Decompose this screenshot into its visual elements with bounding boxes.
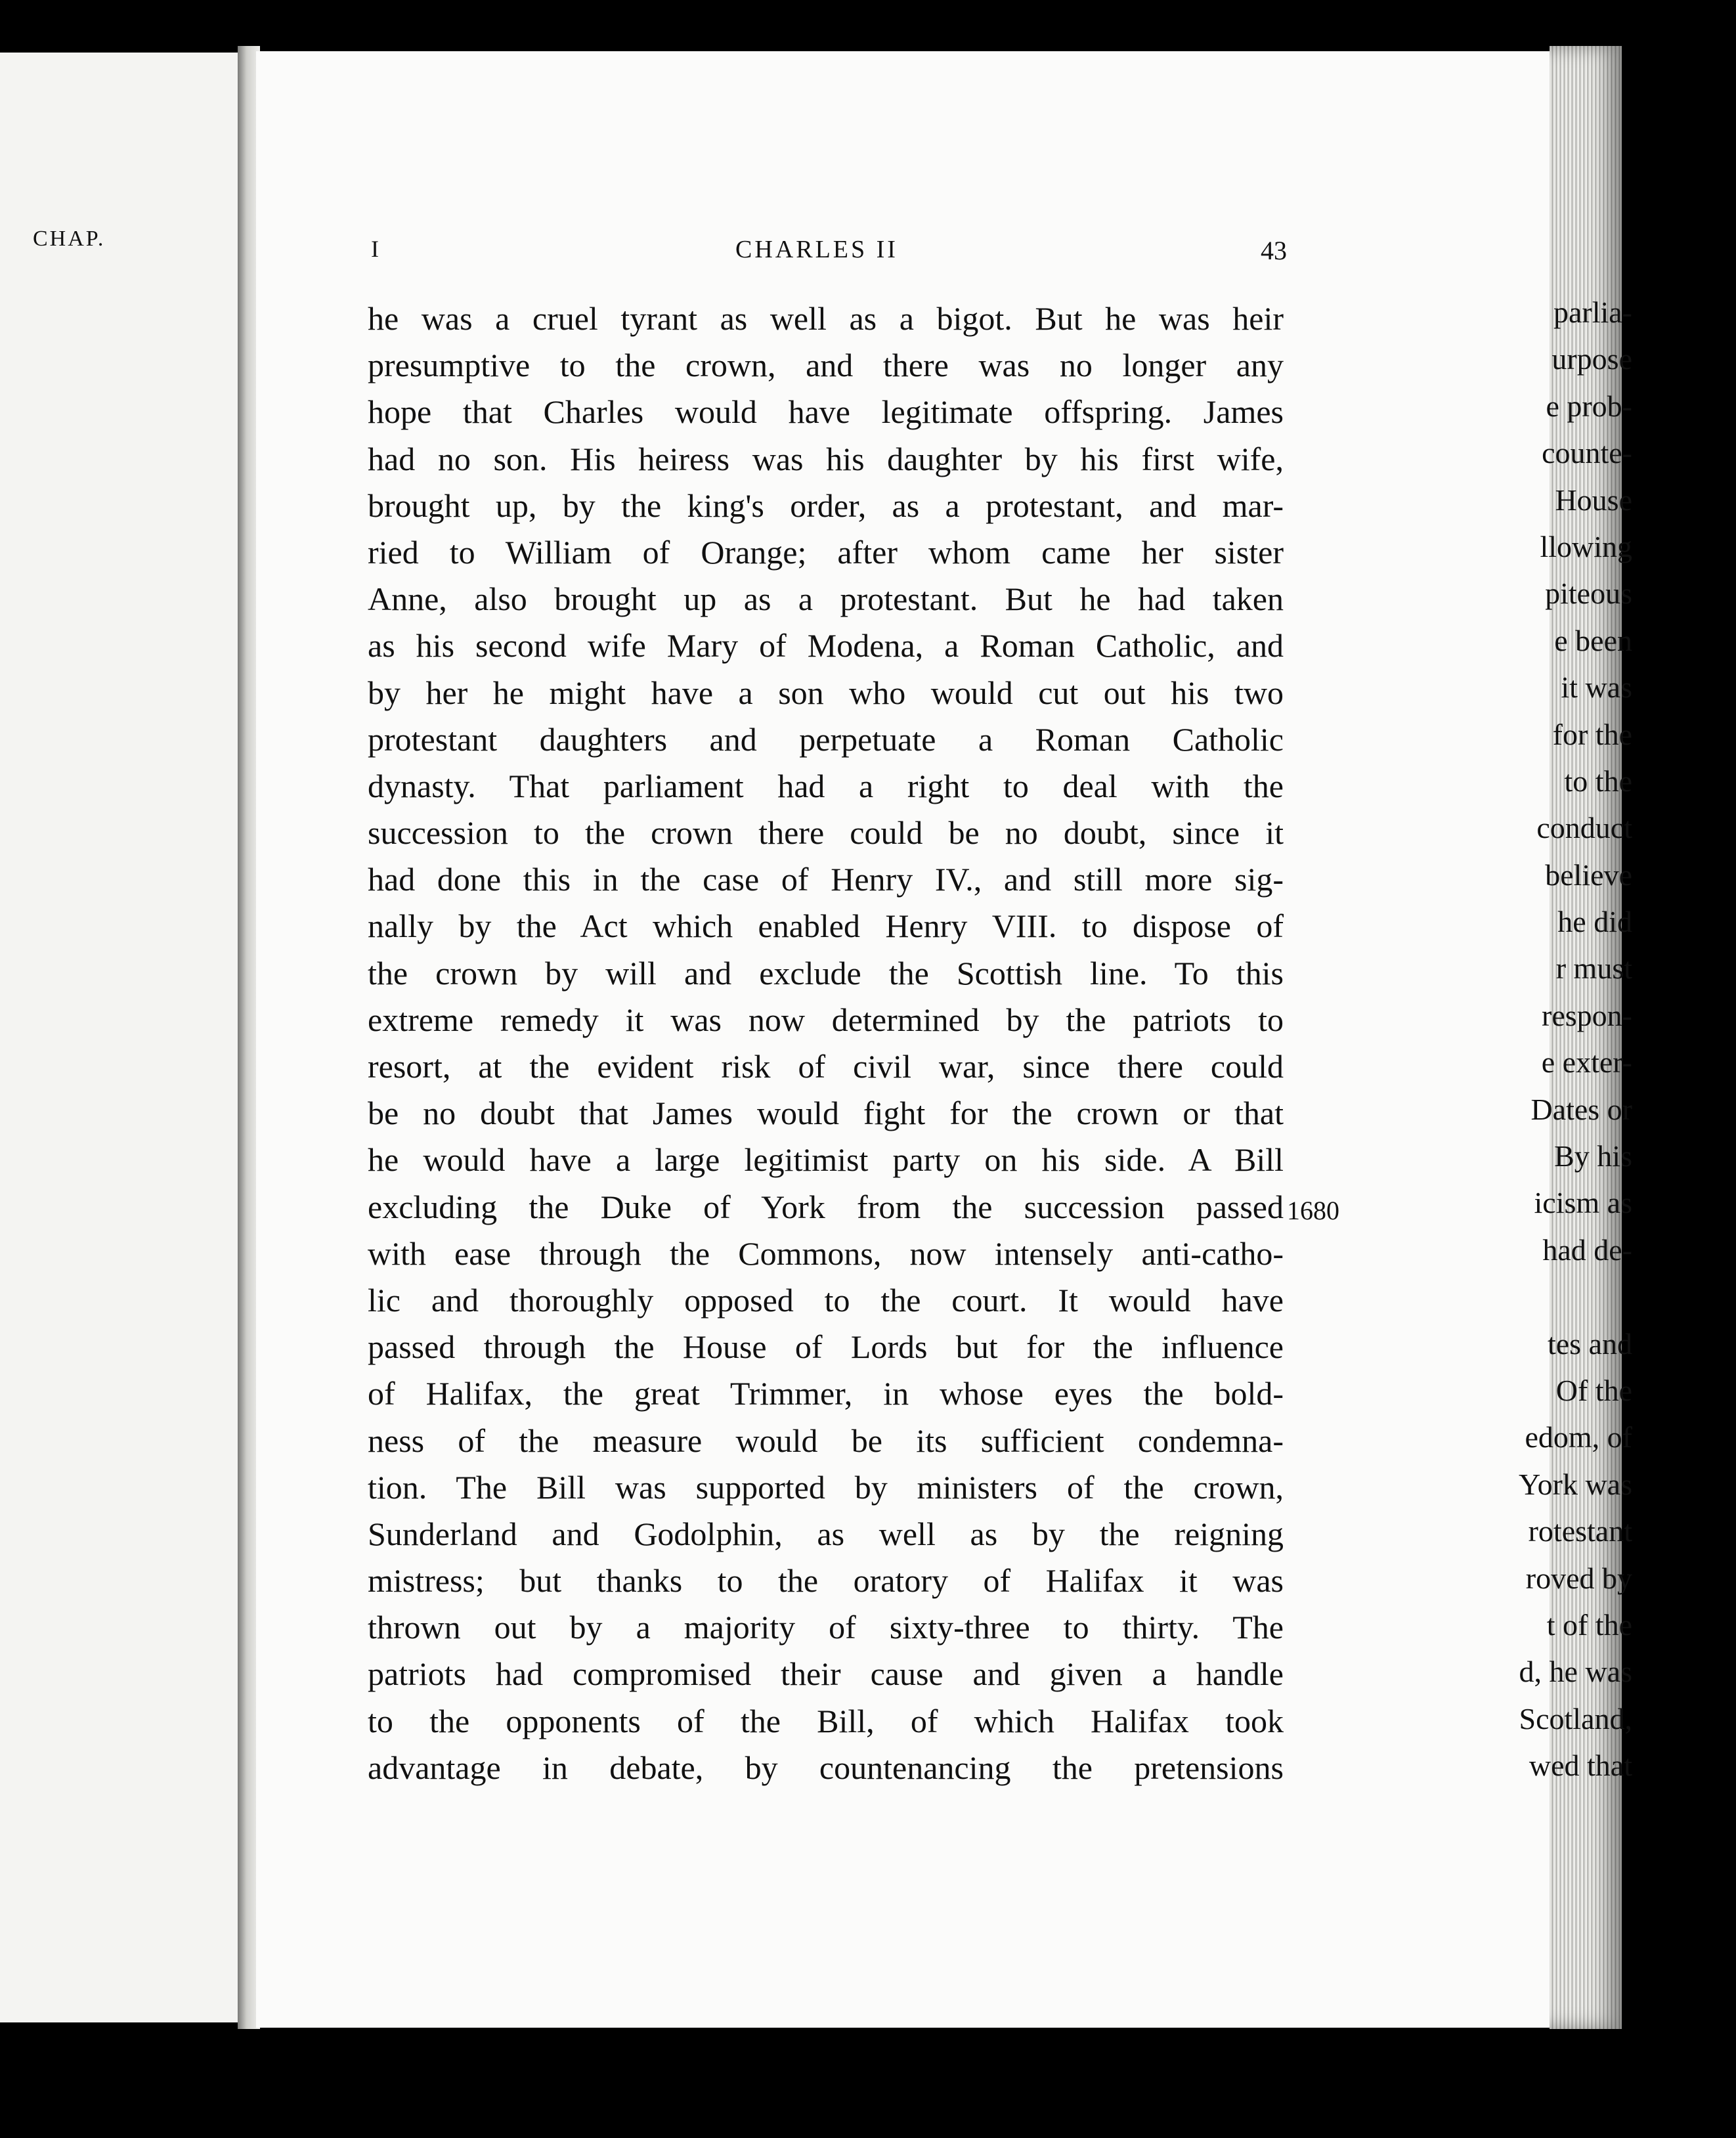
left-line: By his [1554, 1139, 1632, 1173]
left-line: respon- [1542, 998, 1632, 1032]
text-line: extreme remedy it was now determined by the patriots to [368, 1001, 1284, 1038]
left-line: e prob- [1546, 389, 1632, 423]
text-line: he would have a large legitimist party on his side. A Bill [368, 1141, 1284, 1179]
text-line: to the opponents of the Bill, of which Halifax took [368, 1702, 1284, 1739]
left-line: rotestant [1528, 1514, 1632, 1548]
text-line: had done this in the case of Henry IV., and still more sig- [368, 861, 1284, 898]
text-line: the crown by will and exclude the Scottish line. To this [368, 954, 1284, 992]
left-line: House [1555, 483, 1632, 517]
text-line: by her he might have a son who would cut out his two [368, 674, 1284, 711]
text-line: be no doubt that James would fight for the crown or that [368, 1095, 1284, 1132]
text-line: with ease through the Commons, now intensely anti-catho- [368, 1234, 1284, 1272]
left-line: York was [1519, 1467, 1632, 1501]
left-line: Scotland, [1519, 1701, 1632, 1735]
text-line: tion. The Bill was supported by ministers of the crown, [368, 1468, 1284, 1506]
text-line: as his second wife Mary of Modena, a Roman Catholic, and [368, 627, 1284, 665]
left-page-text [1475, 289, 1632, 1789]
left-line: Of the [1555, 1373, 1632, 1407]
running-head: CHARLES II [735, 236, 898, 263]
text-line: lic and thoroughly opposed to the court. It would have [368, 1281, 1284, 1319]
text-line: nally by the Act which enabled Henry VIII. to dispose of [368, 907, 1284, 945]
text-line: Anne, also brought up as a protestant. But he had taken [368, 580, 1284, 618]
text-line: he was a cruel tyrant as well as a bigot. But he was heir [368, 300, 1284, 337]
text-line: of Halifax, the great Trimmer, in whose eyes the bold- [368, 1375, 1284, 1412]
text-line: brought up, by the king's order, as a protestant, and mar- [368, 487, 1284, 524]
margin-date-note: 1680 [1287, 1196, 1339, 1225]
text-line: advantage in debate, by countenancing the pretensions [368, 1749, 1284, 1786]
left-line: e exter- [1541, 1045, 1632, 1080]
text-line: presumptive to the crown, and there was no longer any [368, 347, 1284, 384]
text-line: ness of the measure would be its sufficient condemna- [368, 1422, 1284, 1459]
left-line: conduct [1536, 811, 1632, 845]
text-line: had no son. His heiress was his daughter by his first wife, [368, 440, 1284, 477]
text-line: mistress; but thanks to the oratory of Halifax it was [368, 1562, 1284, 1600]
left-line: urpose [1552, 342, 1632, 376]
text-line: patriots had compromised their cause and given a handle [368, 1655, 1284, 1693]
left-line: d, he was [1519, 1655, 1632, 1689]
page-header [371, 235, 1290, 268]
left-page-header: CHAP. [33, 227, 106, 251]
text-line: passed through the House of Lords but for the influence [368, 1328, 1284, 1366]
text-line: ried to William of Orange; after whom came her sister [368, 533, 1284, 571]
left-line: roved by [1525, 1561, 1632, 1595]
text-line: dynasty. That parliament had a right to deal with the [368, 767, 1284, 804]
text-line: Sunderland and Godolphin, as well as by the reigning [368, 1515, 1284, 1552]
left-line: t of the [1546, 1607, 1632, 1642]
text-line: succession to the crown there could be no doubt, since it [368, 814, 1284, 852]
left-line: r must [1555, 951, 1632, 986]
left-line: piteous [1545, 577, 1632, 611]
left-line: wed that [1529, 1749, 1632, 1783]
left-line: it was [1561, 670, 1632, 705]
page-number: 43 [1261, 236, 1287, 265]
left-line: e been [1554, 623, 1632, 657]
left-page [0, 53, 247, 2022]
left-line: icism as [1534, 1186, 1632, 1220]
text-line: resort, at the evident risk of civil war, since there could [368, 1048, 1284, 1085]
left-line: counte- [1542, 436, 1632, 470]
left-line: tes and [1547, 1326, 1632, 1361]
text-line: excluding the Duke of York from the succession passed [368, 1188, 1284, 1225]
left-line: Dates or [1530, 1092, 1632, 1126]
text-line: thrown out by a majority of sixty-three to thirty. The [368, 1609, 1284, 1646]
left-line: to the [1564, 764, 1632, 798]
left-line: edom, of [1525, 1420, 1632, 1454]
chapter-number: I [371, 236, 379, 262]
left-line: parlia- [1553, 295, 1632, 329]
text-line: protestant daughters and perpetuate a Roman Catholic [368, 720, 1284, 758]
left-line: had de- [1542, 1233, 1632, 1267]
left-line: believe [1545, 858, 1632, 892]
text-line: hope that Charles would have legitimate offspring. James [368, 393, 1284, 431]
left-line [1475, 1273, 1632, 1320]
body-text [368, 295, 1284, 1791]
left-line: for the [1552, 717, 1632, 751]
left-line: llowing [1540, 529, 1632, 563]
left-line: he did [1557, 905, 1632, 939]
